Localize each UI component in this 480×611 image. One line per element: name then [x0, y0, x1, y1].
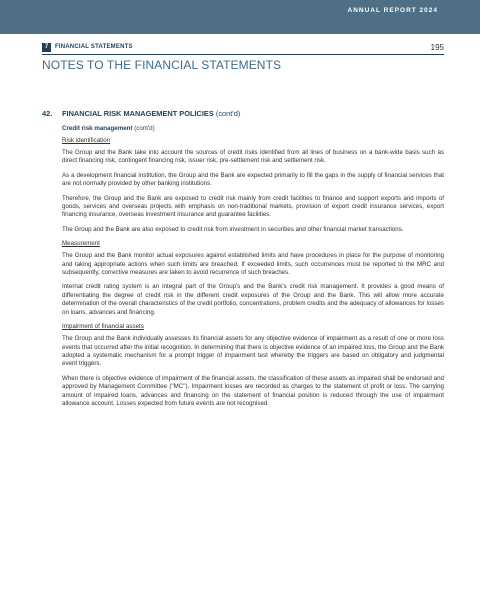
section-title: FINANCIAL STATEMENTS [55, 44, 133, 50]
page-number: 195 [430, 42, 444, 52]
paragraph: Therefore, the Group and the Bank are exposed to credit risk mainly from credit facilities to finance and support exports and imports of goods, services and overseas projects with emphasis on non-traditional markets, provision of export credit insurance services, export financing insurance, overseas investment insurance and guarantee facilities. [62, 194, 444, 219]
note-title-suffix: (cont'd) [215, 109, 241, 118]
section-number-badge: 7 [42, 43, 51, 52]
section-header [42, 41, 444, 53]
paragraph: When there is objective evidence of impairment of the financial assets, the classification of these assets as impaired shall be endorsed and approved by Management Committee ("MC"). Impairment losses are recorded as charges to the statement of profit or loss. The carrying amount of impaired loans, advances and financing on the statement of financial position is reduced through the use of impairment allowance account. Losses expected from future events are not recognised. [62, 374, 444, 407]
paragraph: The Group and the Bank monitor actual exposures against established limits and have procedures in place for the purpose of monitoring and taking appropriate actions when such limits are breached. If exceeded limits, such occurrences must be reported to the MRC and subsequently, corrective measures are taken to avoid recurrence of such breaches. [62, 252, 444, 277]
note-body [62, 125, 444, 408]
paragraph: The Group and the Bank take into account the sources of credit risks identified from all lines of business on a bank-wide basis such as direct financing risk, contingent financing risk, issuer risk, pre-settlement risk and settlement risk. [62, 149, 444, 165]
paragraph: Internal credit rating system is an integral part of the Group's and the Bank's credit risk management. It provides a good means of differentiating the degree of credit risk in the different credit exposures of the Group and the Bank. This will allow more accurate determination of the overall characteristics of the credit portfolio, concentrations, problem credits and the adequacy of allowances for losses on loans, advances and financing. [62, 283, 444, 316]
paragraph: As a development financial institution, the Group and the Bank are expected primarily to fill the gaps in the supply of financial services that are not normally provided by other banking institutions. [62, 171, 444, 188]
subheading-text: Credit risk management [62, 125, 133, 132]
header-divider [42, 54, 444, 55]
measurement-heading: Measurement [62, 240, 100, 248]
risk-identification-heading: Risk identification [62, 137, 111, 144]
impairment-heading: Impairment of financial assets [62, 323, 144, 331]
report-label: ANNUAL REPORT 2024 [347, 7, 438, 14]
subheading-suffix: (cont'd) [134, 125, 155, 132]
note-content [42, 109, 444, 414]
paragraph: The Group and the Bank are also exposed to credit risk from investment in securities and other financial market transactions. [62, 225, 404, 233]
note-title-wrap [62, 109, 240, 118]
page-heading: NOTES TO THE FINANCIAL STATEMENTS [42, 58, 282, 72]
paragraph: The Group and the Bank individually assesses its financial assets for any objective evidence of impairment as a result of one or more loss events that occurred after the initial recognition. In determining that there is objective evidence of an impaired loss, the Group and the Bank adopted a systematic mechanism for a prompt trigger of impairment test whereby the triggers are based on obligatory and judgmental event triggers. [62, 335, 444, 368]
note-title: FINANCIAL RISK MANAGEMENT POLICIES [62, 109, 214, 118]
subheading [62, 125, 444, 132]
note-heading [42, 109, 444, 118]
header-banner [0, 0, 480, 34]
note-number: 42. [42, 109, 53, 118]
